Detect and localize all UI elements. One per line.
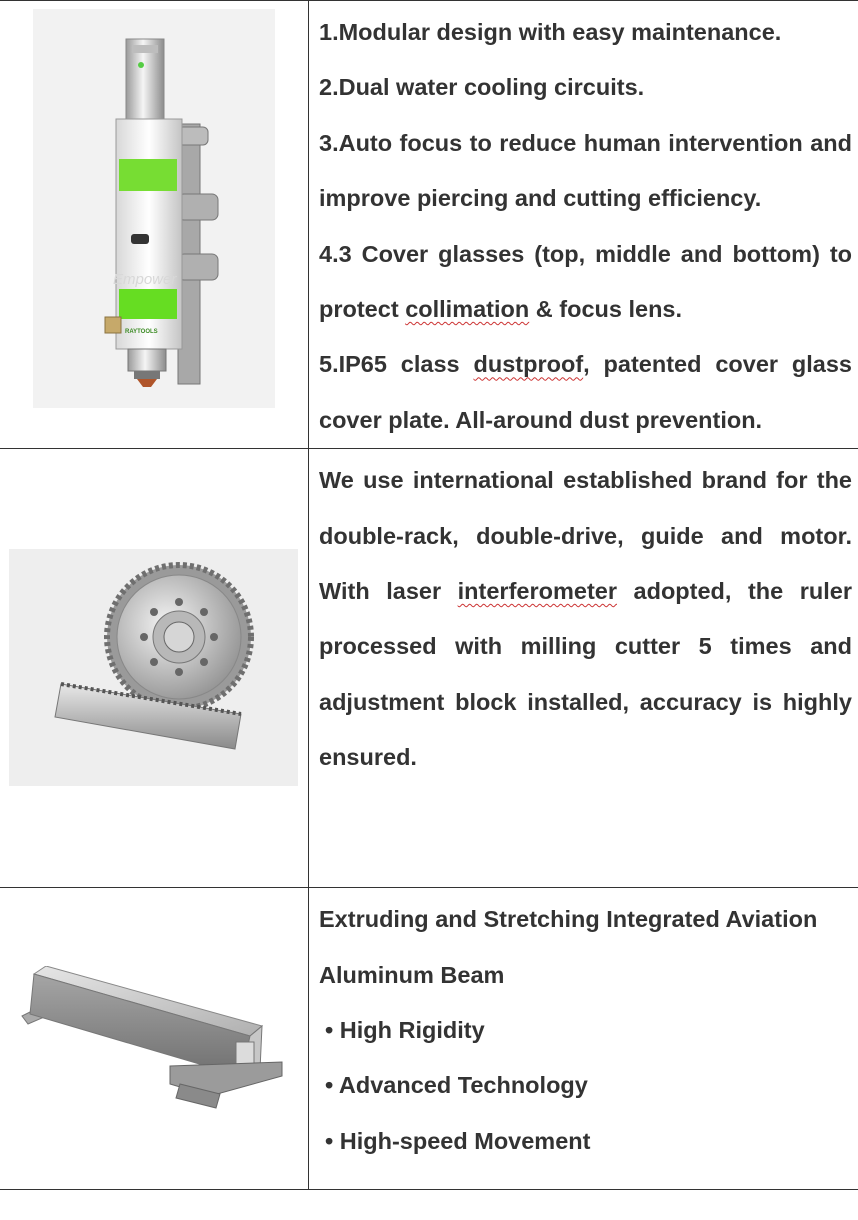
svg-text:RAYTOOLS: RAYTOOLS xyxy=(125,329,158,335)
gear-rack-image xyxy=(9,549,298,786)
text-cell xyxy=(309,888,858,1190)
text-cell xyxy=(309,449,858,888)
feature-point: 5.IP65 class dustproof, patented cover glass cover plate. All-around dust prevention. xyxy=(319,351,853,433)
feature-point: 4.3 Cover glasses (top, middle and bottom) to protect collimation & focus lens. xyxy=(319,240,852,323)
bullet-item: • High Rigidity xyxy=(325,1017,485,1044)
laser-cutting-head-image xyxy=(33,9,275,408)
image-cell xyxy=(0,449,309,888)
table-row xyxy=(0,449,858,888)
text-cell xyxy=(309,1,858,449)
feature-point: 3.Auto focus to reduce human intervention and improve piercing and cutting efficiency. xyxy=(319,129,852,212)
image-cell xyxy=(0,888,309,1190)
svg-text:Empower: Empower xyxy=(113,271,177,288)
table-row xyxy=(0,1,858,449)
beam-heading: Extruding and Stretching Integrated Aviation Aluminum Beam xyxy=(319,906,818,988)
image-cell xyxy=(0,1,309,449)
aluminum-beam-image xyxy=(20,966,284,1116)
bullet-item: • Advanced Technology xyxy=(325,1072,588,1099)
feature-paragraph: We use international established brand for the double-rack, double-drive, guide and motor. With laser interferometer adopted, the ruler processed with milling cutter 5 times and adjustment block installed, accuracy is highly ensured. xyxy=(319,467,853,771)
table-row xyxy=(0,888,858,1190)
feature-point: 1.Modular design with easy maintenance. xyxy=(319,19,782,45)
bullet-item: • High-speed Movement xyxy=(325,1127,591,1154)
feature-point: 2.Dual water cooling circuits. xyxy=(319,74,645,101)
